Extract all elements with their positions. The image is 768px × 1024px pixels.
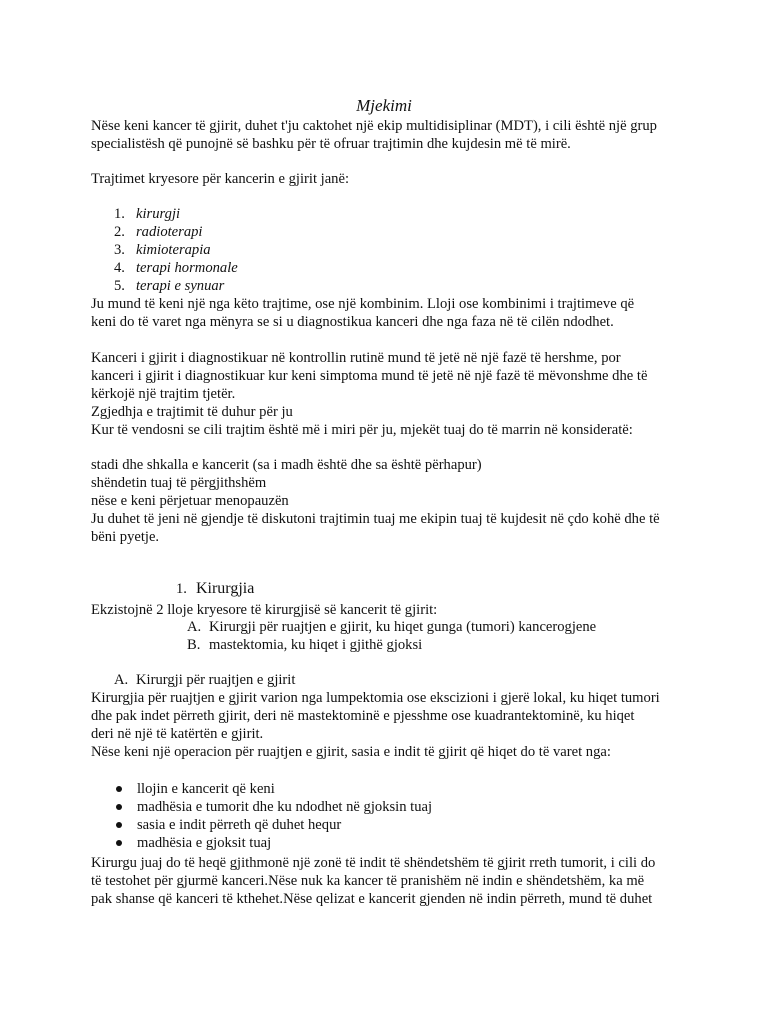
section-title: Kirurgjia [195,580,255,597]
list-item [187,618,596,636]
text-line: Nëse keni kancer të gjirit, duhet t'ju caktohet një ekip multidisiplinar (MDT), i cili është një grup [91,118,657,134]
text-line: Ekzistojnë 2 lloje kryesore të kirurgjisë së kancerit të gjirit: [91,602,438,618]
text-line: stadi dhe shkalla e kancerit (sa i madh është dhe sa është përhapur) [91,457,482,473]
list-item-label: kirurgji [136,206,181,222]
list-item: sasia e indit përreth që duhet hequr [114,816,432,834]
text-line: keni do të varet nga mënyra se si u diagnostikua kanceri dhe nga faza në të cilën ndodhet. [91,314,614,330]
list-item [114,277,238,295]
surgeon-paragraph [91,854,691,908]
text-line: Kur të vendosni se cili trajtim është më i miri për ju, mjekët tuaj do të marrin në konsideratë: [91,422,633,438]
section-heading-surgery [176,580,254,598]
list-item-label: radioterapi [136,224,203,240]
text-line: bëni pyetje. [91,529,160,545]
text-line: pak shanse që kanceri të kthehet.Nëse qelizat e kancerit gjenden në indin përreth, mund të duhet [91,891,653,907]
list-item: madhësia e gjoksit tuaj [114,834,432,852]
text-line: Kirurgjia për ruajtjen e gjirit varion nga lumpektomia ose ekscizioni i gjerë lokal, ku hiqet tumori [91,690,660,706]
text-line: kanceri i gjirit i diagnostikuar kur keni simptoma mund të jetë në një fazë të mëvonshme dhe të [91,368,648,384]
surgery-intro [91,601,691,619]
list-item-label: mastektomia, ku hiqet i gjithë gjoksi [209,637,423,653]
text-line: dhe pak indet përreth gjirit, deri në mastektominë e pjesshme ose kuadrantektominë, ku hiqet [91,708,635,724]
text-line: deri në një të katërtën e gjirit. [91,726,264,742]
list-item-label: kimioterapia [136,242,211,258]
section-number: 1. [176,581,187,597]
list-item [114,205,238,223]
list-item-label: terapi e synuar [136,278,225,294]
list-item-label: Kirurgji për ruajtjen e gjirit, ku hiqet gunga (tumori) kancerogjene [209,619,597,635]
text-line: të testohet për gjurmë kanceri.Nëse nuk ka kancer të pranishëm në indin e shëndetshëm, ka më [91,873,645,889]
list-item: llojin e kancerit që keni [114,780,432,798]
list-letter: B. [187,637,201,653]
considerations-block [91,456,691,546]
stage-paragraph [91,349,691,439]
text-line: kërkojë një trajtim tjetër. [91,386,236,402]
factors-bullet-list [114,780,432,852]
subsection-heading [114,671,295,689]
treatment-combination-paragraph [91,295,691,331]
text-line: Kirurgu juaj do të heqë gjithmonë një zonë të indit të shëndetshëm të gjirit rreth tumorit, i cili do [91,855,656,871]
treatments-list [114,205,238,295]
surgery-types-list [187,618,596,654]
list-letter: A. [187,619,202,635]
text-line: shëndetin tuaj të përgjithshëm [91,475,267,491]
list-item [187,636,596,654]
text-line: Kanceri i gjirit i diagnostikuar në kontrollin rutinë mund të jetë në një fazë të hershme, por [91,350,621,366]
text-line: Trajtimet kryesore për kancerin e gjirit janë: [91,171,350,187]
subsection-title: Kirurgji për ruajtjen e gjirit [136,672,296,688]
list-number: 5. [114,278,125,294]
text-line: Nëse keni një operacion për ruajtjen e gjirit, sasia e indit të gjirit që hiqet do të varet nga: [91,744,611,760]
list-item: madhësia e tumorit dhe ku ndodhet në gjoksin tuaj [114,798,432,816]
list-item [114,259,238,277]
subsection-letter: A. [114,672,129,688]
text-line: specialistësh që punojnë së bashku për të ofruar trajtimin dhe kujdesin më të mirë. [91,136,571,152]
list-number: 1. [114,206,125,222]
text-line: nëse e keni përjetuar menopauzën [91,493,289,509]
treatments-intro [91,170,691,188]
list-number: 3. [114,242,125,258]
intro-paragraph [91,117,691,153]
text-line: Zgjedhja e trajtimit të duhur për ju [91,404,293,420]
text-line: Ju mund të keni një nga këto trajtime, ose një kombinim. Lloji ose kombinimi i trajtimeve që [91,296,635,312]
text-line: Ju duhet të jeni në gjendje të diskutoni trajtimin tuaj me ekipin tuaj të kujdesit në çdo kohë dhe të [91,511,660,527]
list-item [114,223,238,241]
list-number: 2. [114,224,125,240]
breast-conserving-paragraph [91,689,691,761]
list-item [114,241,238,259]
list-item-label: terapi hormonale [136,260,238,276]
page-title: Mjekimi [356,96,412,115]
list-number: 4. [114,260,125,276]
